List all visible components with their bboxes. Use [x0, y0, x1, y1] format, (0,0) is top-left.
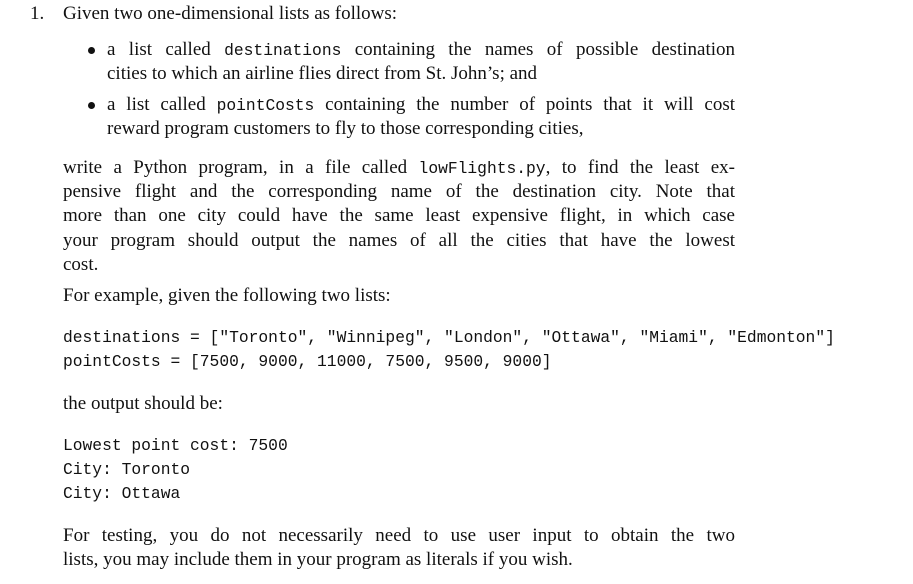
text: containing the names of possible destination [341, 39, 735, 60]
testing-line1: For testing, you do not necessarily need to use user input to obtain the two [63, 525, 735, 546]
output-intro: the output should be: [63, 393, 223, 414]
code-line: pointCosts = [7500, 9000, 11000, 7500, 9500, 9000] [63, 352, 552, 371]
inline-code: pointCosts [216, 96, 315, 115]
inline-code: destinations [224, 41, 342, 60]
bullet1-line2: cities to which an airline flies direct from St. John’s; and [107, 63, 538, 84]
bullet-icon [88, 102, 95, 109]
text: a list called [107, 39, 225, 60]
bullet2-line2: reward program customers to fly to those corresponding cities, [107, 118, 584, 139]
bullet1-line1 [107, 38, 735, 62]
text: containing the number of points that it will cost [314, 94, 735, 115]
para-line4: your program should output the names of all the cities that have the lowest [63, 230, 735, 251]
inline-code: lowFlights.py [418, 159, 546, 178]
para-line5: cost. [63, 254, 99, 275]
para-line2: pensive flight and the corresponding name of the destination city. Note that [63, 181, 735, 202]
output-line: City: Toronto [63, 460, 191, 479]
para-line1 [63, 156, 735, 180]
para-line3: more than one city could have the same least expensive flight, in which case [63, 205, 735, 226]
question-number: 1. [30, 3, 45, 24]
text: a list called [107, 94, 217, 115]
text: write a Python program, in a file called [63, 157, 419, 178]
bullet-icon [88, 47, 95, 54]
text: , to find the least ex- [545, 157, 735, 178]
testing-line2: lists, you may include them in your program as literals if you wish. [63, 549, 573, 570]
code-line: destinations = ["Toronto", "Winnipeg", "London", "Ottawa", "Miami", "Edmonton"] [63, 328, 835, 347]
intro-text: Given two one-dimensional lists as follows: [63, 3, 398, 24]
bullet2-line1 [107, 93, 735, 117]
output-line: Lowest point cost: 7500 [63, 436, 288, 455]
example-intro: For example, given the following two lists: [63, 285, 391, 306]
output-line: City: Ottawa [63, 484, 181, 503]
